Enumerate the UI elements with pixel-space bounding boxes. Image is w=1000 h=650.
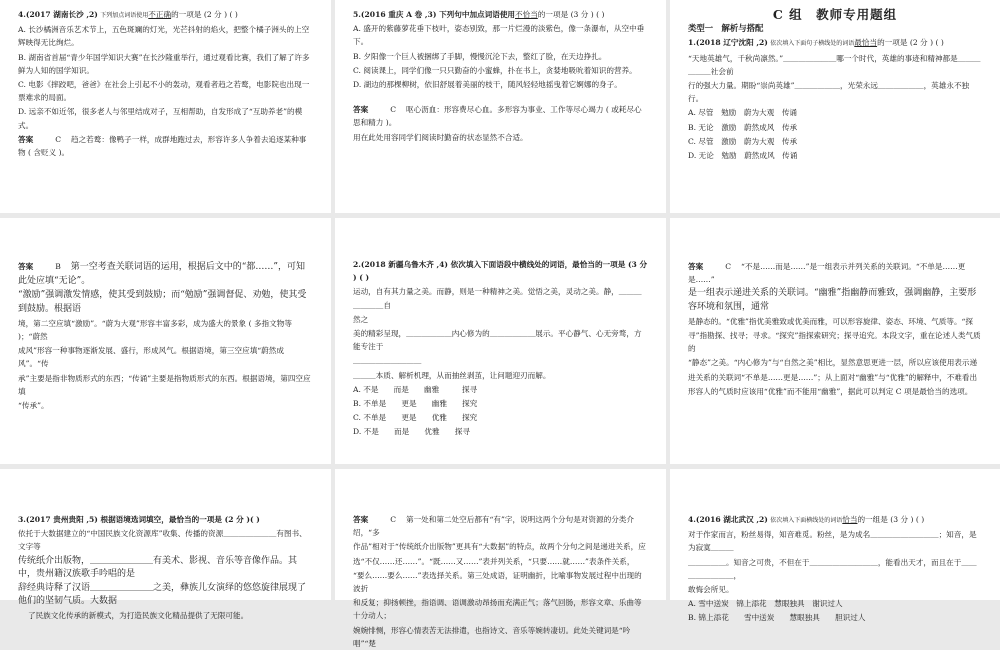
question-stem: 4.(2017 湖南长沙 ,2) 下列加点词语使用不正确的一项是 (2 分 ) ( ) xyxy=(18,10,238,19)
answer-text: 寻”指勘探、找寻；寻求。“探究”指探索研究；探寻追究。本段文字，重在论述人类气质的 xyxy=(688,331,981,354)
answer-text: 作品”相对于“传统纸介出版物”更具有“大数据”的特点，故两个分句之间是递进关系，应 xyxy=(353,542,646,552)
option-b: B. 湖南省首届“青少年国学知识大赛”在长沙隆重举行，通过观看比赛，我们了解了许多鲜为人知的国学知识。 xyxy=(18,52,310,75)
option-b: B. 夕阳像一个巨人被捆绑了手脚，慢慢沉沦下去，整红了脸，在天边挣扎。 xyxy=(353,51,607,61)
option-a: A. 不是 而是 幽雅 探寻 xyxy=(353,384,478,394)
question-line: 行的强大力量。期盼“崇尚英雄”＿＿＿＿＿＿，光荣永远＿＿＿＿＿＿，英雄永不独行。 xyxy=(688,81,970,104)
answer-card-8 xyxy=(335,469,666,648)
answer-block: 答案 C “不是……而是……”是一组表示并列关系的关联词。“不单是……更是……” xyxy=(688,262,966,285)
question-stem: 2.(2018 新疆乌鲁木齐 ,4) 依次填入下面语段中横线处的词语，最恰当的一项是 (3 分 ) ( ) xyxy=(353,260,648,283)
answer-text: 成风”形容一种事物逐渐发展、盛行，形成风气。根据语境，第三空应填“蔚然成风”。“传 xyxy=(18,346,284,369)
option-d: D. 远亲不如近邻，很多老人与邻里结成对子，互相帮助，自发形成了“互助养老”的模式。 xyxy=(18,107,303,130)
answer-card-6 xyxy=(670,218,1000,464)
answer-block: 答案 C 趋之若鹜：像鸭子一样，成群地跑过去，形容许多人争着去追逐某种事物 ( 含贬义 )。 xyxy=(18,134,307,158)
answer-text: 是静态的。“优雅”指优美雅致或优美而雅，可以形容旋律、姿态、环境、气质等。“探 xyxy=(688,316,974,326)
question-stem: 1.(2018 辽宁沈阳 ,2) 依次填入下面句子横线处的词语最恰当的一项是 (2 分 ) ( ) xyxy=(688,38,944,48)
question-line: ＿＿＿本质、解析机理，从而抽丝剥茧，让问题迎刃而解。 xyxy=(353,370,551,380)
answer-text: 用在此处用容同学们阅读时勤奋的状态显然不合适。 xyxy=(353,132,528,142)
question-stem: 3.(2017 贵州贵阳 ,5) 根据语境选词填空，最恰当的一项是 (2 分 )( ) xyxy=(18,515,260,524)
answer-text: “静态”之美。“内心修为”与“自然之美”相比，显然意思更进一层，所以应该使用表示递 xyxy=(688,358,978,368)
question-stem: 4.(2016 湖北武汉 ,2) 依次填入下面横线处的词语恰当的一组是 (3 分 ) ( ) xyxy=(688,515,925,524)
option-b: B. 无论 激励 蔚然成风 传承 xyxy=(688,122,798,132)
option-c: C. 阅读课上，同学们像一只只勤奋的小蜜蜂，扑在书上，贪婪地吸吮着知识的营养。 xyxy=(353,65,637,75)
option-a: A. 尽管 勉励 蔚为大观 传诵 xyxy=(688,108,798,118)
question-line: 了民族文化传承的新模式，为打造民族文化精品提供了无限可能。 xyxy=(28,611,249,621)
question-line: 敢悔会所见。 xyxy=(688,585,734,595)
answer-text: 形容人的气质时应该用“优雅”而不能用“幽雅”，据此可以判定 C 项是最恰当的选项。 xyxy=(688,386,973,396)
question-card-3 xyxy=(670,0,1000,213)
option-c: C. 电影《摔跤吧，爸爸》在社会上引起不小的轰动，观看者趋之若鹜，电影院也出现一票难求的局面。 xyxy=(18,80,310,103)
question-stem: 5.(2016 重庆 A 卷 ,3) 下列句中加点词语使用不恰当的一项是 (3 分 ) ( ) xyxy=(353,10,605,19)
answer-text: 承”主要是指非物质形式的东西；“传诵”主要是指物质形式的东西。根据语境，第四空应填 xyxy=(18,373,311,396)
answer-text: “传承”。 xyxy=(18,401,49,411)
answer-text: 婉婉悱恻，形容心情表苦无法排遣，也指诗文、音乐等婉转凄切。此处关键词是“吟唱”“楚 xyxy=(353,625,631,648)
answer-block: 答案 C 呕心沥血：形容费尽心血。多形容为事业、工作等尽心竭力 ( 或耗尽心思和精力 )。 xyxy=(353,105,642,128)
question-card-9 xyxy=(670,469,1000,623)
answer-text: “要么……要么……”表选择关系。第三处成语，证明幽折，比喻事物发展过程中出现的波折 xyxy=(353,570,642,594)
answer-text: 是一组表示递进关系的关联词。“幽雅”指幽静而雅致，强调幽静，主要形容环境和氛围，通常 xyxy=(688,288,977,312)
option-b: B. 锦上添花 雪中送炭 慧眼独具 胆识过人 xyxy=(688,613,866,623)
answer-text: 和反复；抑扬顿挫，指语调、语调激动昂扬而充满正气；落气回肠，形容文章、乐曲等十分动人； xyxy=(353,598,642,621)
answer-text: 境，第二空应填“激励”。“蔚为大观”形容丰富多彩，成为盛大的景象 ( 多指文物等 )；“蔚然 xyxy=(18,318,292,342)
question-card-2 xyxy=(335,0,666,213)
answer-card-4 xyxy=(0,218,331,464)
question-line: 美的精彩呈现，＿＿＿＿＿＿内心修为的＿＿＿＿＿＿展示。平心静气、心无旁骛，方能专注于 xyxy=(353,329,642,352)
section-heading: 类型一 解析与搭配 xyxy=(688,23,764,34)
answer-text: 进关系的关联词“不单是……更是……”；从上面对“幽雅”与“优雅”的解释中，不难看出 xyxy=(688,372,978,382)
question-line: 运动，自有其力量之美。而静，则是一种精神之美。觉悟之美，灵动之美。静，＿＿＿＿＿＿＿自 xyxy=(353,287,642,310)
question-card-7 xyxy=(0,469,331,621)
question-line: 对于作家而言，粉丝易得，知音难觅。粉丝，是为成名＿＿＿＿＿＿＿＿＿；知音，是为寂寞＿＿＿ xyxy=(688,530,977,553)
option-a: A. 长沙橘洲音乐艺术节上，五色斑斓的灯光，光芒抖射的焰火，把整个橘子洲头的上空辉映得无比绚烂。 xyxy=(18,25,310,48)
question-line: ＿＿＿＿＿＿＿＿＿ xyxy=(353,356,422,366)
question-line: ＿＿＿＿＿。知音之可贵，不但在于＿＿＿＿＿＿＿＿＿，能看出天才，而且在于＿＿＿＿＿＿＿＿， xyxy=(688,557,977,580)
option-c: C. 不单是 更是 优雅 探究 xyxy=(353,413,478,423)
question-line: 依托于大数据建立的“中国民族文化资源库”收集、传播的资源＿＿＿＿＿＿＿有图书、文字等 xyxy=(18,529,307,552)
question-line: 传统纸介出版物，＿＿＿＿＿＿＿有美术、影视、音乐等音像作品。其中，贵州籍汉族歌手吟唱的是 xyxy=(18,555,298,579)
group-title: C 组 教师专用题组 xyxy=(772,7,898,22)
question-line: 辞经典诗释了汉语＿＿＿＿＿＿＿之美，彝族儿女演绎的悠悠旋律展现了他们的坚韧气质。大数据 xyxy=(18,583,307,607)
question-line: “天地英雄气，千秋尚凛然。”＿＿＿＿＿＿＿哪一个时代，英雄的事迹和精神都是＿＿＿＿＿＿社会前 xyxy=(688,53,981,76)
question-card-5 xyxy=(335,218,666,464)
option-a: A. 雪中送炭 锦上添花 慧眼独具 谢识过人 xyxy=(688,599,843,609)
answer-block: 答案 C 第一处和第二处空后都有“有”字，说明这两个分句是对资源的分类介绍，“多 xyxy=(353,515,634,538)
option-d: D. 无论 勉励 蔚然成风 传诵 xyxy=(688,151,798,161)
answer-text: 选“不仅……还……”。“既……又……”表并列关系，“只要……就……”表条件关系， xyxy=(353,556,635,566)
option-d: D. 不是 而是 优雅 探寻 xyxy=(353,427,470,437)
question-line: 然之 xyxy=(353,314,369,324)
option-b: B. 不单是 更是 幽雅 探究 xyxy=(353,399,478,409)
option-d: D. 湖边的那棵柳树，依旧舒展着美丽的枝干，随风轻轻地摇曳着它婀娜的身子。 xyxy=(353,80,622,90)
answer-block: 答案 B 第一空考查关联词语的运用，根据后文中的“都……”，可知此处应填“无论”。 xyxy=(18,262,305,287)
option-c: C. 尽管 激励 蔚为大观 传承 xyxy=(688,136,798,146)
option-a: A. 盛开的紫藤萝花垂下枝叶，姿态别致，那一片烂漫的淡紫色，像一条瀑布，从空中垂下。 xyxy=(353,24,645,47)
answer-text: “激励”强调激发情感，使其受到鼓励；而“勉励”强调督促、劝勉，使其受到鼓励。根据语 xyxy=(18,290,307,314)
question-card-1 xyxy=(0,0,331,213)
